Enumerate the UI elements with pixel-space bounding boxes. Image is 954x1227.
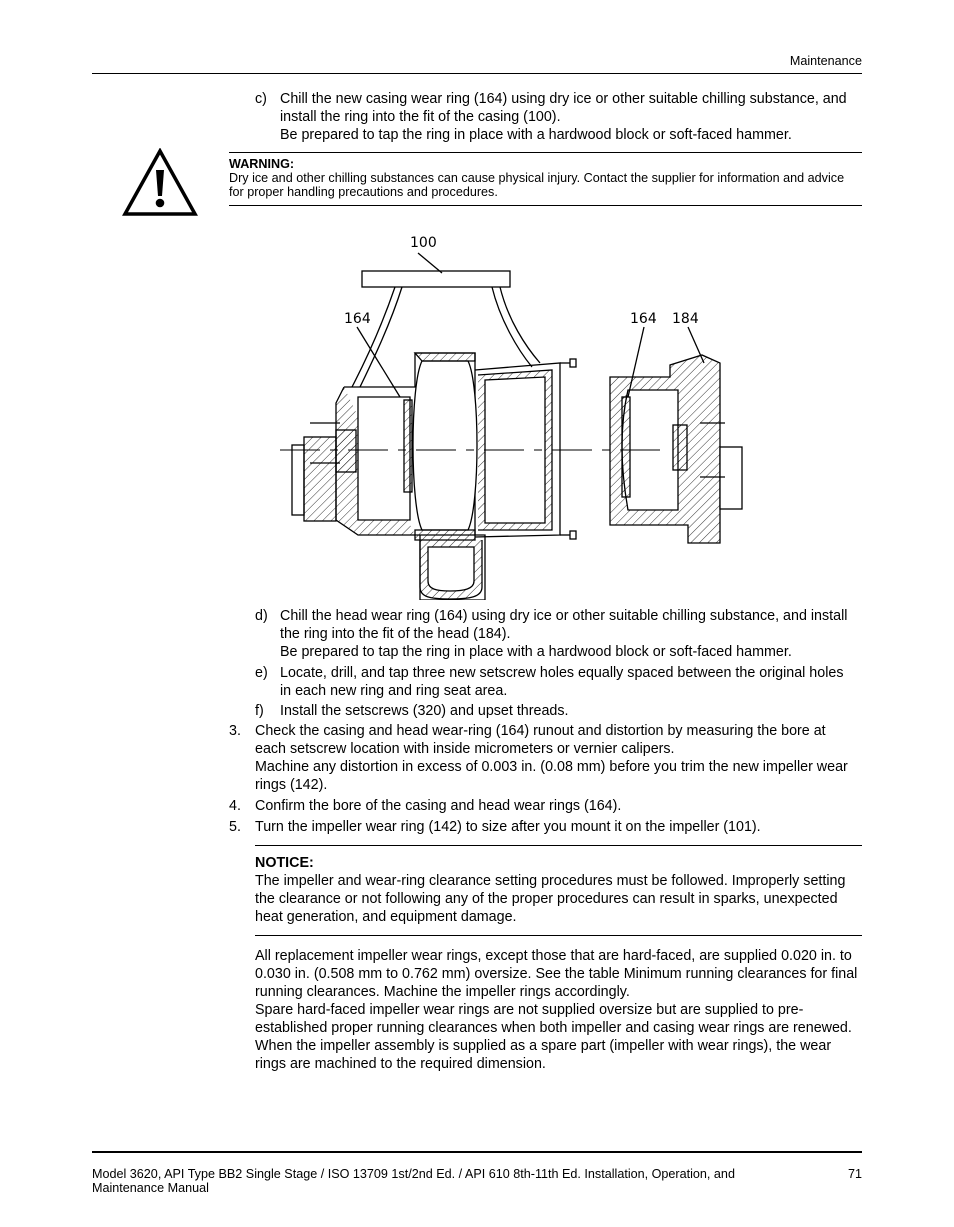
notice-title: NOTICE: <box>255 855 314 871</box>
figure-label-ring-right: 164 <box>630 311 657 327</box>
step-d-body <box>280 607 855 661</box>
notice-box <box>255 854 855 926</box>
step-4-marker: 4. <box>229 798 241 814</box>
figure-label-ring-left: 164 <box>344 311 371 327</box>
step-3-note: Machine any distortion in excess of 0.003 in. (0.08 mm) before you trim the new impeller wear rings (142). <box>255 759 848 793</box>
step-c-text: Chill the new casing wear ring (164) using dry ice or other suitable chilling substance, and install the ring into the fit of the casing (100). <box>280 91 847 125</box>
warning-title: WARNING: <box>229 157 295 171</box>
step-c-body <box>280 90 862 144</box>
warning-text: Dry ice and other chilling substances can cause physical injury. Contact the supplier for information and advice for proper handling precautions and procedures. <box>229 171 845 199</box>
warning-top-rule <box>229 152 862 153</box>
step-e-marker: e) <box>255 665 268 681</box>
step-5-marker: 5. <box>229 819 241 835</box>
step-c-marker: c) <box>255 91 267 107</box>
step-3-text: Check the casing and head wear-ring (164) runout and distortion by measuring the bore at each setscrew location with inside micrometers or vernier calipers. <box>255 723 826 757</box>
wear-ring-cross-section-figure <box>270 225 760 600</box>
notice-top-rule <box>255 845 862 846</box>
body-paragraph-1: All replacement impeller wear rings, except those that are hard-faced, are supplied 0.020 in. to 0.030 in. (0.508 mm to 0.762 mm) oversize. See the table Minimum running clearances for final running clearances. Machine the impeller rings accordingly. <box>255 948 858 1000</box>
footer-page-number: 71 <box>847 1167 862 1181</box>
figure-label-casing: 100 <box>410 235 437 251</box>
footer-rule <box>92 1151 862 1153</box>
step-e-text: Locate, drill, and tap three new setscrew holes equally spaced between the original holes in each new ring and ring seat area. <box>280 665 844 699</box>
warning-bottom-rule <box>229 205 862 206</box>
step-d-marker: d) <box>255 608 268 624</box>
step-c-note: Be prepared to tap the ring in place with a hardwood block or soft-faced hammer. <box>280 127 792 143</box>
step-f-text: Install the setscrews (320) and upset threads. <box>280 703 569 719</box>
body-text <box>255 947 860 1073</box>
step-d-text: Chill the head wear ring (164) using dry ice or other suitable chilling substance, and install the ring into the fit of the head (184). <box>280 608 848 642</box>
header-rule <box>92 73 862 74</box>
body-paragraph-2: Spare hard-faced impeller wear rings are not supplied oversize but are supplied to pre-established proper running clearances when both impeller and casing wear rings are renewed. <box>255 1002 852 1036</box>
warning-triangle-icon <box>122 148 226 218</box>
notice-text: The impeller and wear-ring clearance setting procedures must be followed. Improperly setting the clearance or not following any of the proper procedures can result in sparks, unexpected heat generation, and equipment damage. <box>255 873 846 925</box>
step-5-text: Turn the impeller wear ring (142) to size after you mount it on the impeller (101). <box>255 819 761 835</box>
step-d-note: Be prepared to tap the ring in place with a hardwood block or soft-faced hammer. <box>280 644 792 660</box>
step-3-body <box>255 722 860 794</box>
body-paragraph-3: When the impeller assembly is supplied as a spare part (impeller with wear rings), the wear rings are machined to the required dimension. <box>255 1038 832 1072</box>
figure-label-head: 184 <box>672 311 699 327</box>
step-3-marker: 3. <box>229 723 241 739</box>
step-4-text: Confirm the bore of the casing and head wear rings (164). <box>255 798 622 814</box>
header-section: Maintenance <box>789 54 862 68</box>
notice-bottom-rule <box>255 935 862 936</box>
warning-box <box>229 157 862 199</box>
footer-title: Model 3620, API Type BB2 Single Stage / ISO 13709 1st/2nd Ed. / API 610 8th-11th Ed. Installation, Operation, and Maintenance Manual <box>92 1167 735 1195</box>
step-f-marker: f) <box>255 703 264 719</box>
